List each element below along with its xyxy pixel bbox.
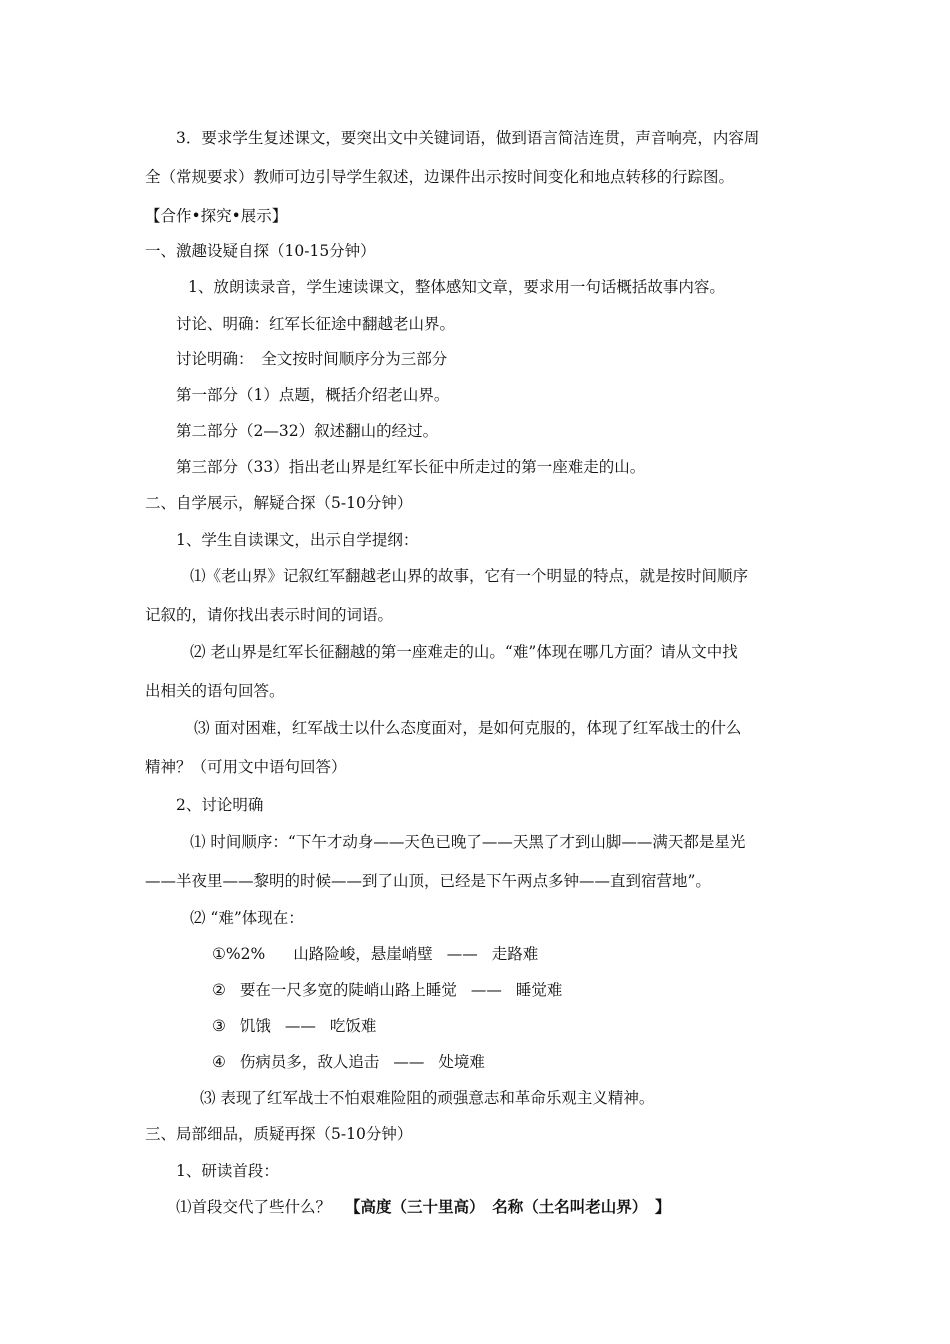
paragraph-line: 精神？（可用文中语句回答） (145, 758, 347, 776)
paragraph-line: 1、放朗读录音，学生速读课文，整体感知文章，要求用一句话概括故事内容。 (188, 278, 725, 296)
item-marker: ③ (212, 1017, 226, 1035)
item-marker: ①%2% (212, 945, 266, 963)
paragraph-line: ⑴《老山界》记叙红军翻越老山界的故事，它有一个明显的特点，就是按时间顺序 (190, 567, 749, 585)
paragraph-line: 1、学生自读课文，出示自学提纲： (176, 531, 419, 549)
item-dash: —— (284, 1017, 316, 1035)
item-dash: —— (470, 981, 502, 999)
paragraph-line: 全（常规要求）教师可边引导学生叙述，边课件出示按时间变化和地点转移的行踪图。 (145, 168, 735, 186)
paragraph-line: ⑵ “难”体现在： (190, 909, 304, 927)
paragraph-line: 1、研读首段： (176, 1162, 279, 1180)
paragraph-line: 第三部分（33）指出老山界是红军长征中所走过的第一座难走的山。 (176, 458, 646, 476)
paragraph-line: ——半夜里——黎明的时候——到了山顶，已经是下午两点多钟——直到宿营地”。 (145, 872, 711, 890)
difficulty-item (212, 980, 562, 1000)
paragraph-line: 2、讨论明确 (176, 796, 264, 814)
difficulty-item (212, 1016, 376, 1036)
question-line (176, 1197, 671, 1217)
paragraph-line: ⑶ 表现了红军战士不怕艰难险阻的顽强意志和革命乐观主义精神。 (200, 1089, 655, 1107)
paragraph-line: 讨论明确： 全文按时间顺序分为三部分 (176, 350, 448, 368)
item-result: 处境难 (438, 1053, 485, 1071)
paragraph-line: 3．要求学生复述课文，要突出文中关键词语，做到语言简洁连贯，声音响亮，内容周 (176, 129, 760, 147)
answer-text: 【高度（三十里高） 名称（土名叫老山界） 】 (345, 1197, 671, 1216)
item-dash: —— (393, 1053, 425, 1071)
paragraph-line: 第二部分（2—32）叙述翻山的经过。 (176, 422, 439, 440)
item-dash: —— (446, 945, 478, 963)
difficulty-item (212, 1052, 485, 1072)
item-description: 要在一尺多宽的陡峭山路上睡觉 (239, 981, 457, 999)
question-text: ⑴首段交代了些什么？ (176, 1198, 332, 1216)
paragraph-line: 第一部分（1）点题，概括介绍老山界。 (176, 386, 450, 404)
item-result: 睡觉难 (515, 981, 563, 999)
item-result: 走路难 (491, 945, 539, 963)
item-result: 吃饭难 (329, 1017, 377, 1035)
item-marker: ④ (212, 1053, 226, 1071)
section-heading: 三、局部细品，质疑再探（5-10分钟） (145, 1125, 413, 1143)
item-marker: ② (212, 981, 226, 999)
section-heading: 【合作•探究•展示】 (145, 207, 288, 225)
item-description: 山路险峻，悬崖峭壁 (293, 945, 433, 963)
paragraph-line: ⑴ 时间顺序：“下午才动身——天色已晚了——天黑了才到山脚——满天都是星光 (190, 833, 746, 851)
paragraph-line: ⑵ 老山界是红军长征翻越的第一座难走的山。“难”体现在哪几方面？请从文中找 (190, 643, 738, 661)
paragraph-line: 记叙的，请你找出表示时间的词语。 (145, 606, 394, 624)
paragraph-line: ⑶ 面对困难，红军战士以什么态度面对，是如何克服的，体现了红军战士的什么 (194, 719, 742, 737)
section-heading: 二、自学展示，解疑合探（5-10分钟） (145, 494, 413, 512)
section-heading: 一、激趣设疑自探（10-15分钟） (145, 242, 376, 260)
item-description: 伤病员多，敌人追击 (239, 1053, 380, 1071)
item-description: 饥饿 (239, 1017, 271, 1035)
difficulty-item (212, 944, 538, 964)
paragraph-line: 讨论、明确：红军长征途中翻越老山界。 (176, 315, 456, 333)
paragraph-line: 出相关的语句回答。 (145, 682, 285, 700)
